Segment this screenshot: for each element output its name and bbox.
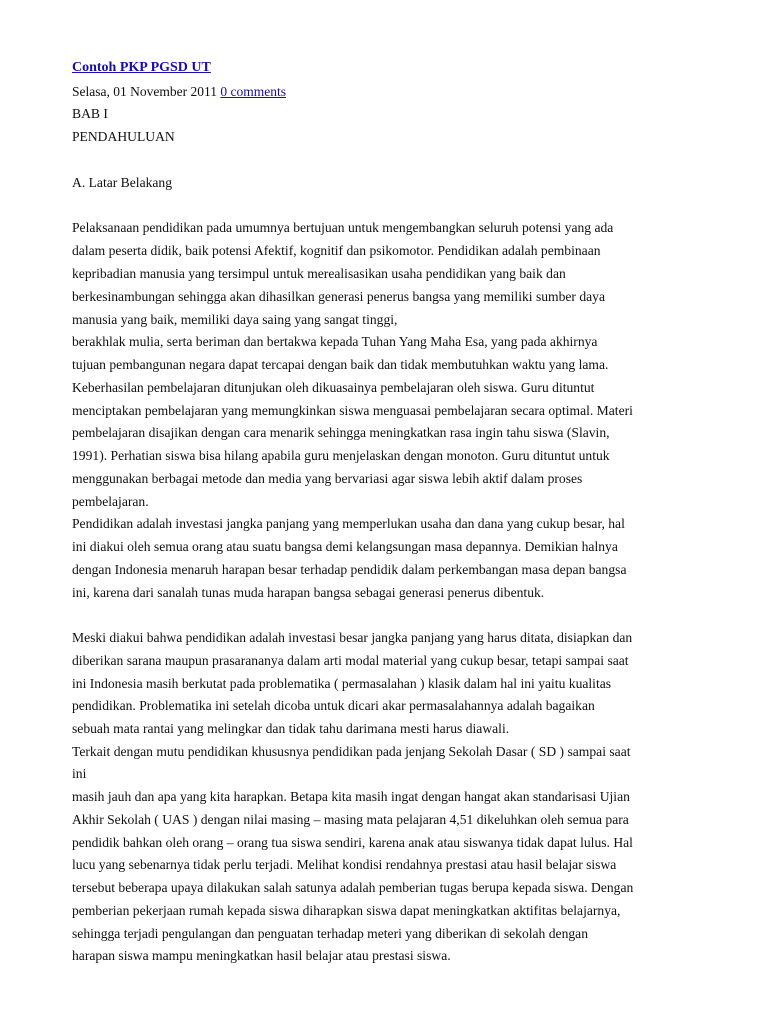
body-line: Akhir Sekolah ( UAS ) dengan nilai masing – masing mata pelajaran 4,51 dikeluhkan oleh semua para [72,812,629,827]
body-line: Keberhasilan pembelajaran ditunjukan oleh dikuasainya pembelajaran oleh siswa. Guru dituntut [72,380,595,395]
post-date: Selasa, 01 November 2011 [72,84,221,99]
body-line: dalam peserta didik, baik potensi Afektif, kognitif dan psikomotor. Pendidikan adalah pembinaan [72,243,601,258]
body-line: manusia yang baik, memiliki daya saing yang sangat tinggi, [72,312,398,327]
body-line: berakhlak mulia, serta beriman dan bertakwa kepada Tuhan Yang Maha Esa, yang pada akhirnya [72,334,598,349]
body-line: pembelajaran. [72,494,149,509]
body-line: tujuan pembangunan negara dapat tercapai dengan baik dan tidak membutuhkan waktu yang lama. [72,357,609,372]
body-line: sebuah mata rantai yang melingkar dan tidak tahu darimana mesti harus diawali. [72,721,510,736]
post-meta [72,84,286,100]
body-line: menciptakan pembelajaran yang memungkinkan siswa menguasai pembelajaran secara optimal. Materi [72,403,633,418]
body-line: berkesinambungan sehingga akan dihasilkan generasi penerus bangsa yang memiliki sumber daya [72,289,606,304]
body-line: pemberian pekerjaan rumah kepada siswa diharapkan siswa dapat meningkatkan aktifitas belajarnya, [72,903,621,918]
chapter-title: PENDAHULUAN [72,129,175,144]
comments-link[interactable]: 0 comments [220,84,286,99]
body-line: Terkait dengan mutu pendidikan khususnya pendidikan pada jenjang Sekolah Dasar ( SD ) sampai saat [72,744,631,759]
body-line: ini [72,766,87,781]
body-line: sehingga terjadi pengulangan dan penguatan terhadap meteri yang diberikan di sekolah dengan [72,926,588,941]
body-line: pendidikan. Problematika ini setelah dicoba untuk dicari akar permasalahannya adalah bagaikan [72,698,595,713]
body-line: ini diakui oleh semua orang atau suatu bangsa demi kelangsungan masa depannya. Demikian halnya [72,539,618,554]
body-line: pendidik bahkan oleh orang – orang tua siswa sendiri, karena anak atau siswanya tidak dapat lulus. Hal [72,835,633,850]
body-line: tersebut beberapa upaya dilakukan salah satunya adalah pemberian tugas berupa kepada siswa. Dengan [72,880,634,895]
body-line: lucu yang sebenarnya tidak perlu terjadi. Melihat kondisi rendahnya prestasi atau hasil belajar siswa [72,857,617,872]
body-line: ini Indonesia masih berkutat pada problematika ( permasalahan ) klasik dalam hal ini yaitu kualitas [72,676,612,691]
body-line: Pendidikan adalah investasi jangka panjang yang memperlukan usaha dan dana yang cukup besar, hal [72,516,625,531]
body-line: Meski diakui bahwa pendidikan adalah investasi besar jangka panjang yang harus ditata, disiapkan dan [72,630,633,645]
chapter-label: BAB I [72,106,108,121]
body-line: 1991). Perhatian siswa bisa hilang apabila guru menjelaskan dengan monoton. Guru dituntut untuk [72,448,610,463]
post-title-link[interactable]: Contoh PKP PGSD UT [72,60,211,75]
body-line: pembelajaran disajikan dengan cara menarik sehingga meningkatkan rasa ingin tahu siswa (Slavin, [72,425,610,440]
body-line: diberikan sarana maupun prasarananya dalam arti modal material yang cukup besar, tetapi sampai saat [72,653,629,668]
body-line: Pelaksanaan pendidikan pada umumnya bertujuan untuk mengembangkan seluruh potensi yang ada [72,220,614,235]
section-heading: A. Latar Belakang [72,175,173,190]
body-line: masih jauh dan apa yang kita harapkan. Betapa kita masih ingat dengan hangat akan standarisasi Ujian [72,789,630,804]
body-line: ini, karena dari sanalah tunas muda harapan bangsa sebagai generasi penerus dibentuk. [72,585,545,600]
body-line: harapan siswa mampu meningkatkan hasil belajar atau prestasi siswa. [72,948,451,963]
body-line: menggunakan berbagai metode dan media yang bervariasi agar siswa lebih aktif dalam proses [72,471,583,486]
body-line: dengan Indonesia menaruh harapan besar terhadap pendidik dalam perkembangan masa depan bangsa [72,562,627,577]
body-line: kepribadian manusia yang tersimpul untuk merealisasikan usaha pendidikan yang baik dan [72,266,566,281]
